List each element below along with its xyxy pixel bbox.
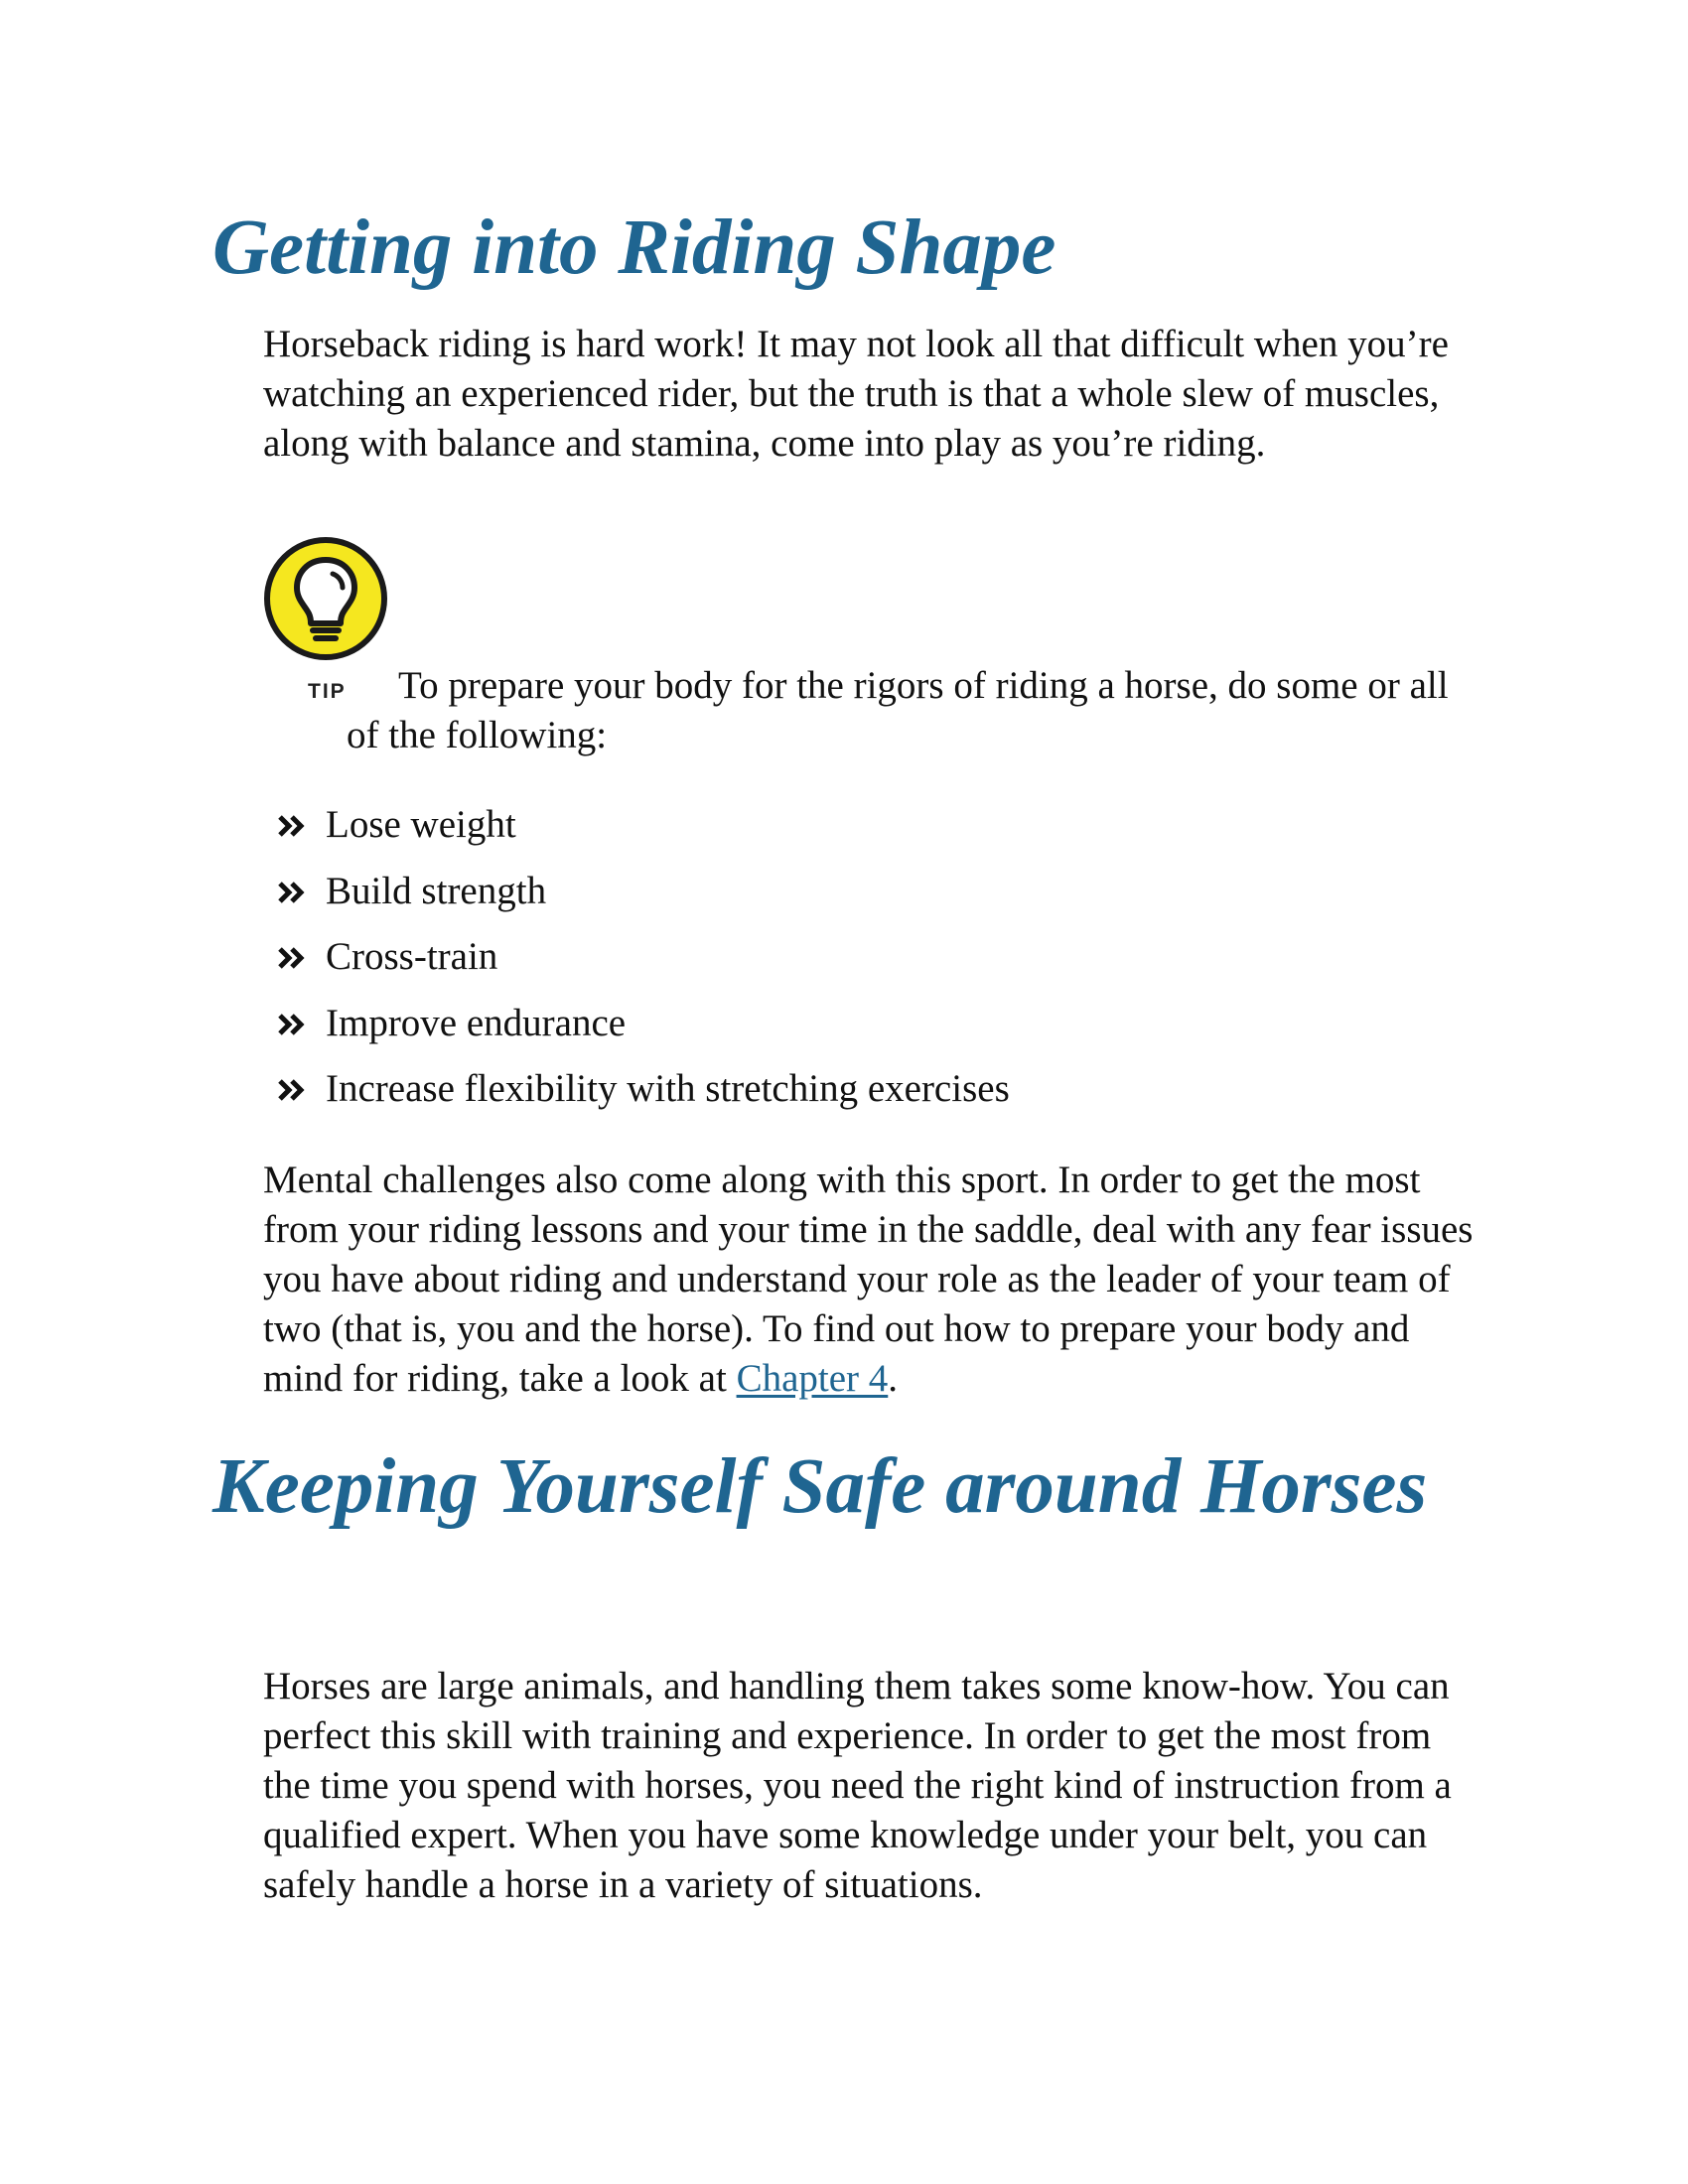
list-item-text: Cross-train [326,935,498,978]
list-item-text: Increase flexibility with stretching exercises [326,1067,1010,1110]
tip-text: To prepare your body for the rigors of riding a horse, do some or all of the following: [347,664,1449,756]
mental-challenges-paragraph [263,1156,1475,1404]
list-item [278,999,1470,1065]
mental-challenges-text: Mental challenges also come along with this sport. In order to get the most from your riding lessons and your time in the saddle, deal with any fear issues you have about riding and understand your role as the leader of your team of two (that is, you and the horse). To find out how to prepare your body and mind for riding, take a look at [263,1159,1474,1400]
intro-paragraph: Horseback riding is hard work! It may not look all that difficult when you’re watching an experienced rider, but the truth is that a whole slew of muscles, along with balance and stamina, come into play as you’re riding. [263,323,1449,465]
double-chevron-icon [278,1078,306,1102]
bullet-list [278,800,1470,1131]
double-chevron-icon [278,946,306,970]
list-item-text: Lose weight [326,803,516,846]
list-item [278,1064,1470,1131]
section-heading-keeping-safe: Keeping Yourself Safe around Horses [212,1443,1428,1530]
list-item [278,932,1470,999]
chapter-4-link[interactable]: Chapter 4 [736,1357,889,1400]
list-item-text: Build strength [326,869,547,912]
lightbulb-icon [263,536,388,661]
section-heading-riding-shape: Getting into Riding Shape [212,205,1056,291]
double-chevron-icon [278,1013,306,1036]
list-item [278,867,1470,933]
double-chevron-icon [278,881,306,904]
double-chevron-icon [278,814,306,838]
list-item [278,800,1470,867]
list-item-text: Improve endurance [326,1001,627,1044]
tip-label: TIP [308,680,347,703]
sentence-period: . [888,1357,899,1400]
safety-paragraph: Horses are large animals, and handling them takes some know-how. You can perfect this skill with training and experience. In order to get the most from the time you spend with horses, you need the right kind of instruction from a qualified expert. When you have some knowledge under your belt, you can safely handle a horse in a variety of situations. [263,1665,1452,1906]
